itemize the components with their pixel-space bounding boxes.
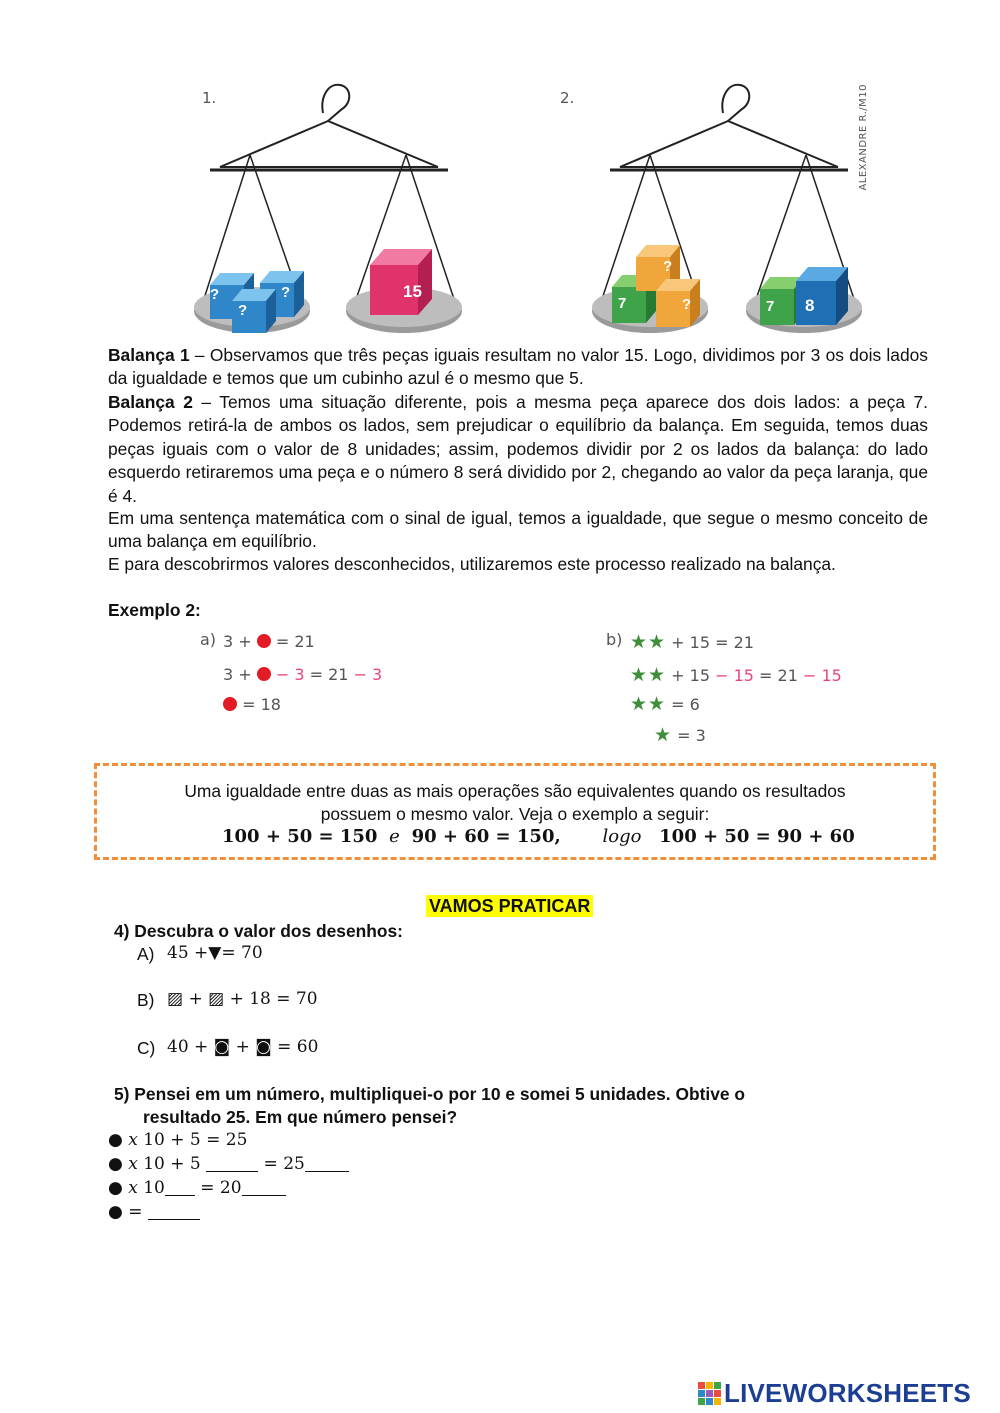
step-2: ● 𝑥 10 + 5 = 25 [108,1154,349,1174]
liveworksheets-text: LIVEWORKSHEETS [724,1378,971,1408]
blue-cube-8 [796,267,848,325]
star-icon: ★★ [630,664,667,686]
step-1: ● 𝑥 10 + 5 = 25 [108,1130,248,1150]
balanca-2-text: – Temos uma situação diferente, pois a mesma peça aparece dos dois lados: a peça 7. Podemos retirá-la de ambos os lados, sem prejudicar o equilíbrio da balança. Em seguida, temos duas peças iguais com o valor de 8 unidades; assim, podemos dividir por 2 os lados da balança: do lado esquerdo retiraremos uma peça e o número 8 será dividido por 2, chegando ao valor da peça laranja, que é 4. [108,392,928,506]
balanca-1-text: – Observamos que três peças iguais resultam no valor 15. Logo, dividimos por 3 os dois lados da igualdade e temos que um cubinho azul é o mesmo que 5. [108,345,928,389]
cube-label-2e: 8 [805,296,815,315]
item-a-expression: 45 +▼= 70 [167,943,263,963]
example-b-line-1: ★★ + 15 = 21 [630,631,754,653]
balanca-1-label: Balança 1 [108,345,190,365]
cube-label-1a: ? [210,286,220,303]
paragraph-balanca-2 [108,391,928,508]
paragraph-igualdade: Em uma sentença matemática com o sinal de igual, temos a igualdade, que segue o mesmo conceito de uma balança em equilíbrio. [108,508,928,552]
figure-label-1: 1. [202,89,217,107]
item-b-label: B) [137,990,155,1010]
step-3: ● 𝑥 10 = 20 [108,1178,286,1198]
liveworksheets-logo[interactable] [698,1378,971,1409]
cube-label-2b: 7 [618,295,627,312]
question-5-line-2: resultado 25. Em que número pensei? [143,1107,458,1127]
example-a-label: a) [200,630,217,649]
example-b-line-4: ★ = 3 [654,724,706,746]
cube-label-2c: ? [682,296,692,313]
item-b-expression: ▨ + ▨ + 18 = 70 [167,989,318,1009]
star-icon: ★★ [630,693,667,715]
image-credit: ALEXANDRE R./M10 [858,84,869,191]
star-icon: ★ [654,724,673,746]
item-c-expression: 40 + ◙ + ◙ = 60 [167,1037,319,1057]
box-line-2: possuem o mesmo valor. Veja o exemplo a seguir: [320,804,710,824]
blank-input[interactable] [148,1203,200,1220]
item-a-label: A) [137,944,155,964]
box-line-1: Uma igualdade entre duas as mais operações são equivalentes quando os resultados [184,781,846,801]
example-b-line-2: ★★ + 15 − 15 = 21 − 15 [630,664,842,686]
box-equation: 100 + 50 = 150 e 90 + 60 = 150, logo 100 + 50 = 90 + 60 [222,826,855,847]
cube-label-2a: ? [663,258,673,275]
red-circle-icon [223,697,237,711]
cube-label-15: 15 [403,282,422,301]
paragraph-balanca-1 [108,344,928,391]
pink-cube [370,249,432,315]
example-b-line-3: ★★ = 6 [630,693,700,715]
star-icon: ★★ [630,631,667,653]
question-4: 4) Descubra o valor dos desenhos: [114,921,403,941]
liveworksheets-icon [698,1382,722,1406]
example-title: Exemplo 2: [108,600,201,620]
cube-label-2d: 7 [766,298,775,315]
example-a-line-2: 3 + − 3 = 21 − 3 [223,665,383,684]
cube-label-1c: ? [238,302,248,319]
question-5-line-1: 5) Pensei em um número, multipliquei-o por 10 e somei 5 unidades. Obtive o [114,1084,746,1104]
cube-label-1b: ? [281,284,291,301]
example-b-label: b) [606,630,623,649]
balanca-2-label: Balança 2 [108,392,193,412]
red-circle-icon [257,667,271,681]
step-4: ● = [108,1202,200,1222]
red-circle-icon [257,634,271,648]
paragraph-valores: E para descobrirmos valores desconhecidos, utilizaremos este processo realizado na balança. [108,554,836,574]
blank-input[interactable] [305,1155,349,1172]
practice-title: VAMOS PRATICAR [426,896,593,917]
figure-label-2: 2. [560,89,575,107]
item-c-label: C) [137,1038,156,1058]
orange-cube-bottom [656,279,700,327]
example-a-line-1: 3 + = 21 [223,632,315,651]
blank-input[interactable] [165,1179,195,1196]
blank-input[interactable] [206,1155,258,1172]
blank-input[interactable] [242,1179,286,1196]
example-a-line-3: = 18 [223,695,281,714]
